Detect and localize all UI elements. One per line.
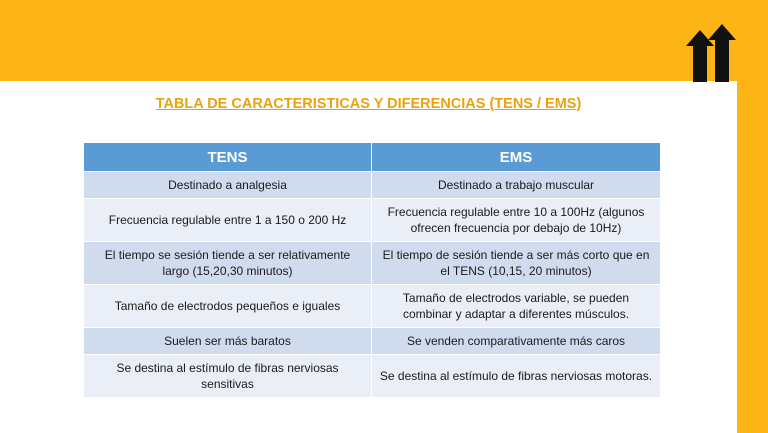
slide-title: TABLA DE CARACTERISTICAS Y DIFERENCIAS (TENS / EMS) <box>155 96 582 112</box>
table-row <box>84 355 661 398</box>
tens-cell: Se destina al estímulo de fibras nerviosas sensitivas <box>84 355 372 398</box>
table-row <box>84 285 661 328</box>
double-arrow-up-logo-icon <box>686 18 736 82</box>
ems-cell: Se venden comparativamente más caros <box>372 328 661 355</box>
table-row <box>84 199 661 242</box>
right-accent-band <box>737 0 768 433</box>
ems-cell: Destinado a trabajo muscular <box>372 172 661 199</box>
header-ems: EMS <box>372 143 661 172</box>
table-header-row <box>84 143 661 172</box>
ems-cell: Se destina al estímulo de fibras nerviosas motoras. <box>372 355 661 398</box>
ems-cell: Tamaño de electrodos variable, se pueden combinar y adaptar a diferentes músculos. <box>372 285 661 328</box>
ems-cell: El tiempo de sesión tiende a ser más corto que en el TENS (10,15, 20 minutos) <box>372 242 661 285</box>
tens-cell: El tiempo se sesión tiende a ser relativamente largo (15,20,30 minutos) <box>84 242 372 285</box>
table-row <box>84 328 661 355</box>
table-row <box>84 242 661 285</box>
tens-cell: Suelen ser más baratos <box>84 328 372 355</box>
tens-cell: Frecuencia regulable entre 1 a 150 o 200 Hz <box>84 199 372 242</box>
tens-cell: Destinado a analgesia <box>84 172 372 199</box>
table-row <box>84 172 661 199</box>
top-accent-band <box>0 0 768 81</box>
ems-cell: Frecuencia regulable entre 10 a 100Hz (algunos ofrecen frecuencia por debajo de 10Hz) <box>372 199 661 242</box>
header-tens: TENS <box>84 143 372 172</box>
tens-cell: Tamaño de electrodos pequeños e iguales <box>84 285 372 328</box>
comparison-table <box>83 142 660 398</box>
